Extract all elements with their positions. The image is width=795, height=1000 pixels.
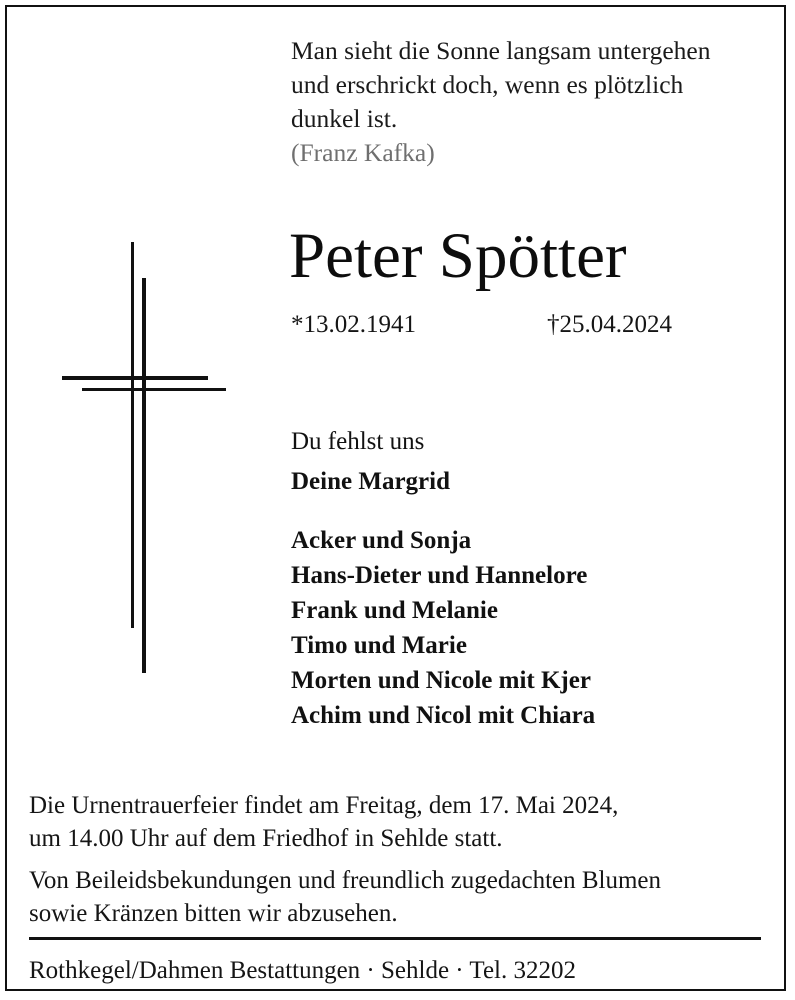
spouse-name: Deine Margrid [291, 468, 450, 495]
quote-author: (Franz Kafka) [291, 138, 435, 167]
list-item: Achim und Nicol mit Chiara [291, 702, 596, 729]
deceased-name: Peter Spötter [289, 220, 627, 292]
condolence-line: Von Beileidsbekundungen und freundlich zugedachten Blumen [29, 867, 662, 894]
list-item: Frank und Melanie [291, 597, 498, 624]
mourning-intro: Du fehlst uns [291, 428, 425, 455]
list-item: Morten und Nicole mit Kjer [291, 667, 591, 694]
quote-line: und erschrickt doch, wenn es plötzlich [291, 70, 684, 99]
quote-line: dunkel ist. [291, 104, 398, 133]
list-item: Timo und Marie [291, 632, 467, 659]
footer-divider [29, 937, 761, 940]
birth-date: *13.02.1941 [291, 311, 416, 338]
list-item: Acker und Sonja [291, 527, 472, 554]
ceremony-line: um 14.00 Uhr auf dem Friedhof in Sehlde statt. [29, 825, 503, 852]
condolence-info [29, 864, 774, 930]
condolence-line: sowie Kränzen bitten wir abzusehen. [29, 900, 398, 927]
funeral-home-footer: Rothkegel/Dahmen Bestattungen · Sehlde · Tel. 32202 [29, 957, 576, 984]
ceremony-info [29, 789, 774, 855]
family-list [291, 523, 595, 733]
death-date: †25.04.2024 [547, 311, 672, 338]
quote-line: Man sieht die Sonne langsam untergehen [291, 36, 711, 65]
quote-block [291, 34, 781, 170]
list-item: Hans-Dieter und Hannelore [291, 562, 588, 589]
ceremony-line: Die Urnentrauerfeier findet am Freitag, dem 17. Mai 2024, [29, 792, 619, 819]
cross-icon [60, 242, 230, 674]
